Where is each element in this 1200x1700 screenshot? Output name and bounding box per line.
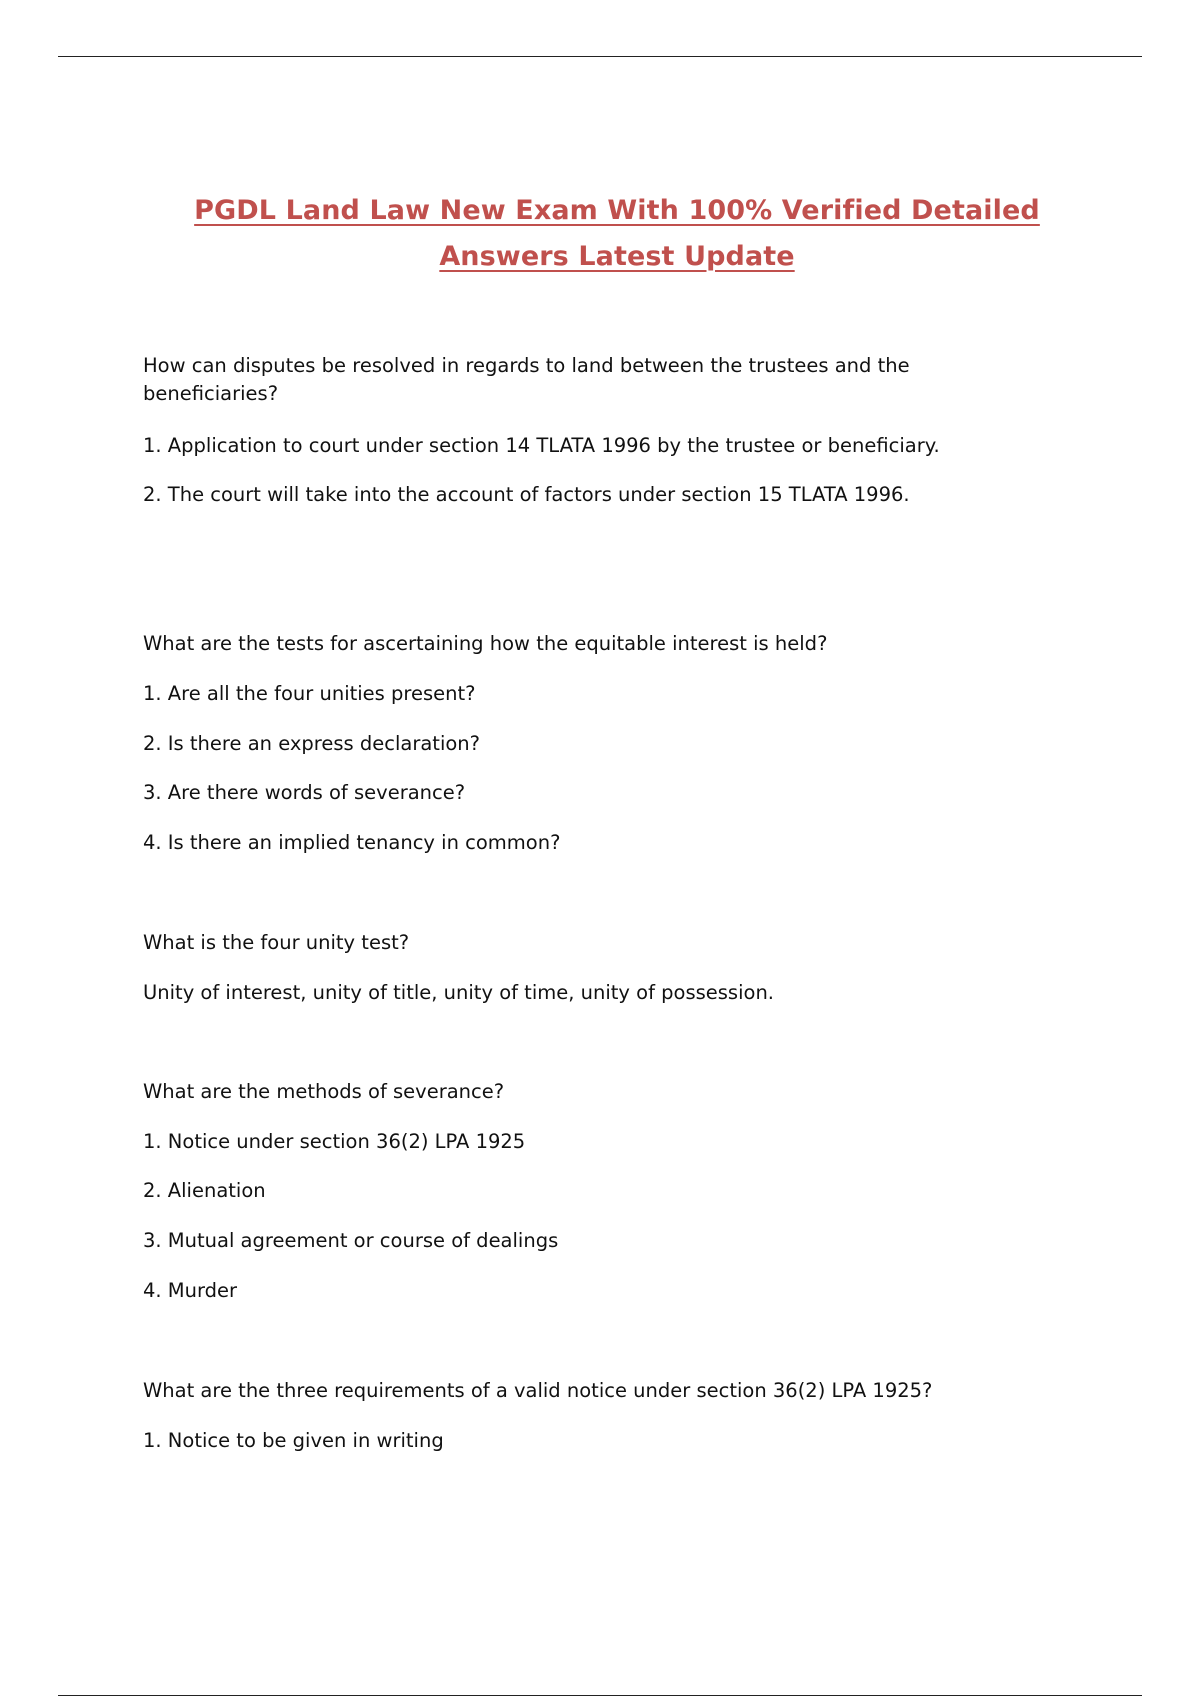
answer-4-4: 4. Murder — [143, 1279, 238, 1302]
answer-2-4: 4. Is there an implied tenancy in common? — [143, 831, 561, 854]
answer-2-3: 3. Are there words of severance? — [143, 781, 466, 804]
question-5: What are the three requirements of a valid notice under section 36(2) LPA 1925? — [143, 1379, 933, 1402]
question-2: What are the tests for ascertaining how the equitable interest is held? — [143, 632, 828, 655]
answer-2-2: 2. Is there an express declaration? — [143, 732, 481, 755]
question-4: What are the methods of severance? — [143, 1080, 505, 1103]
document-title — [0, 188, 1200, 280]
bottom-rule — [58, 1695, 1142, 1696]
title-line-2: Answers Latest Update — [439, 241, 795, 272]
answer-4-1: 1. Notice under section 36(2) LPA 1925 — [143, 1130, 526, 1153]
answer-2-1: 1. Are all the four unities present? — [143, 682, 476, 705]
question-1: How can disputes be resolved in regards to land between the trustees and the beneficiaries? — [143, 354, 910, 405]
title-line-1: PGDL Land Law New Exam With 100% Verified Detailed — [194, 195, 1040, 226]
answer-3-1: Unity of interest, unity of title, unity of time, unity of possession. — [143, 981, 774, 1004]
answer-1-1: 1. Application to court under section 14 TLATA 1996 by the trustee or beneficiary. — [143, 434, 940, 457]
answer-1-2: 2. The court will take into the account of factors under section 15 TLATA 1996. — [143, 483, 910, 506]
answer-5-1: 1. Notice to be given in writing — [143, 1429, 444, 1452]
question-3: What is the four unity test? — [143, 931, 410, 954]
top-rule — [58, 56, 1142, 57]
answer-4-3: 3. Mutual agreement or course of dealings — [143, 1229, 559, 1252]
answer-4-2: 2. Alienation — [143, 1179, 266, 1202]
